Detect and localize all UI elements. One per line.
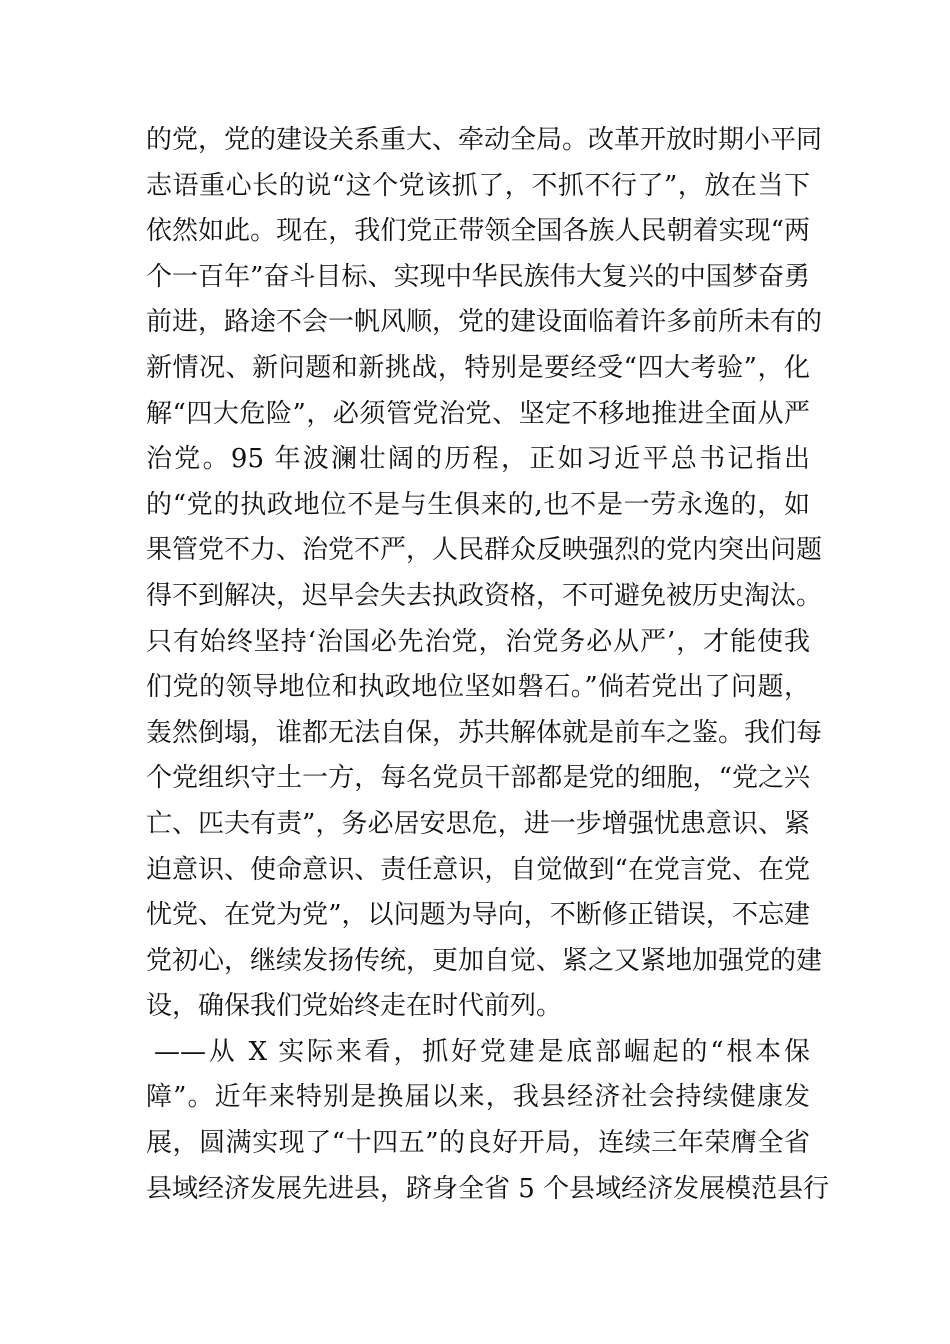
text-line-1: 的党，党的建设关系重大、牵动全局。改革开放时期小平同 — [146, 125, 823, 155]
text-line-7: 解“四大危险”，必须管党治党、坚定不移地推进全面从严 — [146, 398, 810, 429]
text-line-9: 的“党的执政地位不是与生俱来的,也不是一劳永逸的，如 — [146, 489, 810, 520]
text-line-3: 依然如此。现在，我们党正带领全国各族人民朝着实现“两 — [146, 216, 810, 247]
text-line-20: 设，确保我们党始终走在时代前列。 — [146, 991, 563, 1022]
text-line-4: 个一百年”奋斗目标、实现中华民族伟大复兴的中国梦奋勇 — [146, 261, 810, 292]
text-line-17: 迫意识、使命意识、责任意识，自觉做到“在党言党、在党 — [146, 854, 810, 885]
text-line-23: 展，圆满实现了“十四五”的良好开局，连续三年荣膺全省 — [146, 1128, 810, 1159]
text-line-16: 亡、匹夫有责”，务必居安思危，进一步增强忧患意识、紧 — [146, 808, 810, 839]
text-line-15: 个党组织守土一方，每名党员干部都是党的细胞，“党之兴 — [146, 763, 810, 794]
text-line-8: 治党。95 年波澜壮阔的历程，正如习近平总书记指出 — [146, 444, 810, 475]
text-line-22: 障”。近年来特别是换届以来，我县经济社会持续健康发 — [146, 1082, 810, 1113]
text-line-19: 党初心，继续发扬传统，更加自觉、紧之又紧地加强党的建 — [146, 945, 823, 976]
text-line-18: 忧党、在党为党”，以问题为导向，不断修正错误，不忘建 — [146, 900, 810, 931]
text-line-24: 县域经济发展先进县，跻身全省 5 个县域经济发展模范县行 — [146, 1173, 830, 1204]
text-line-2: 志语重心长的说“这个党该抓了，不抓不行了”，放在当下 — [146, 170, 810, 201]
body-text — [146, 118, 830, 1212]
text-line-12: 只有始终坚持‘治国必先治党，治党务必从严’，才能使我 — [146, 626, 810, 657]
text-line-5: 前进，路途不会一帆风顺，党的建设面临着许多前所未有的 — [146, 307, 823, 338]
text-line-14: 轰然倒塌，谁都无法自保，苏共解体就是前车之鉴。我们每 — [146, 717, 823, 748]
text-line-6: 新情况、新问题和新挑战，特别是要经受“四大考验”，化 — [146, 352, 810, 383]
text-line-13: 们党的领导地位和执政地位坚如磐石。”倘若党出了问题， — [146, 672, 810, 703]
text-line-10: 果管党不力、治党不严，人民群众反映强烈的党内突出问题 — [146, 535, 823, 566]
text-line-11: 得不到解决，迟早会失去执政资格，不可避免被历史淘汰。 — [146, 580, 823, 611]
text-line-21: ——从 X 实际来看，抓好党建是底部崛起的“根本保 — [154, 1036, 810, 1067]
